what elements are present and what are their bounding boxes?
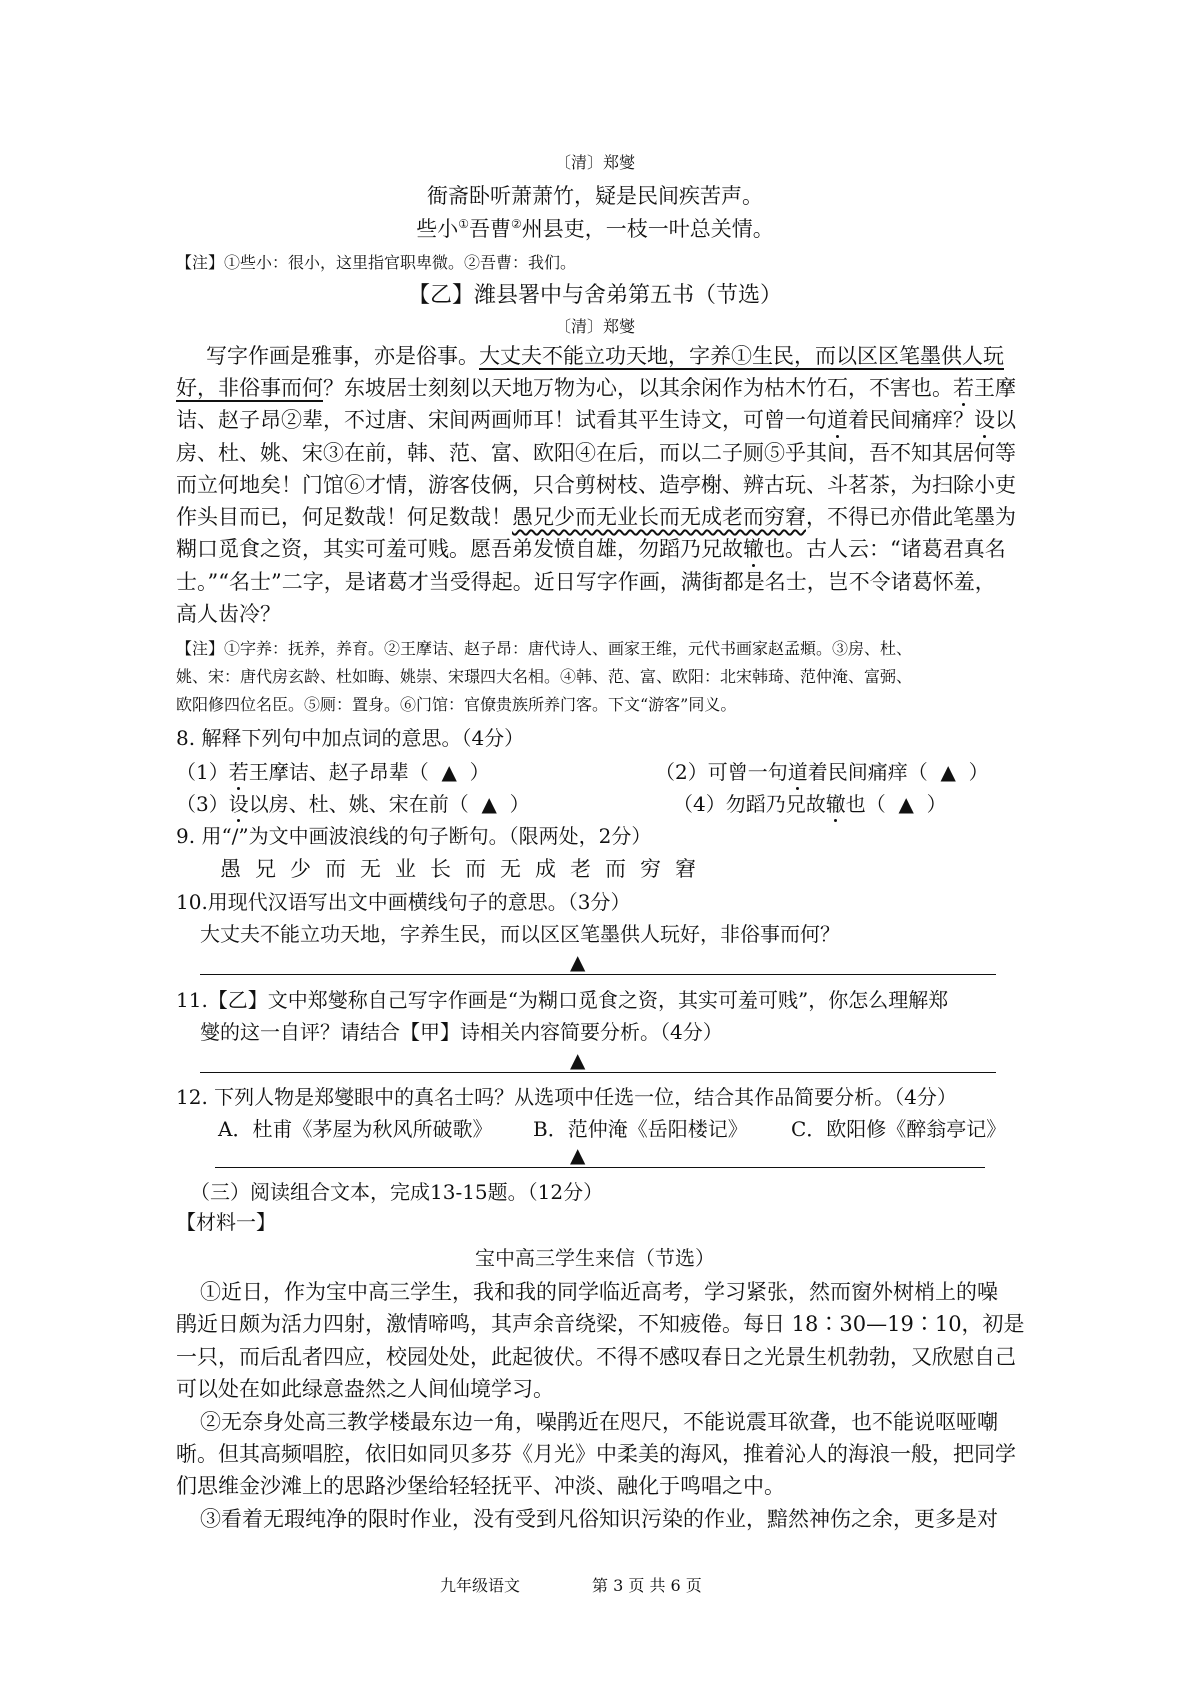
- q10-sentence: 大丈夫不能立功天地，字养生民，而以区区笔墨供人玩好，非俗事而何？: [200, 922, 840, 946]
- q12-option-c: C．欧阳修《醉翁亭记》: [791, 1117, 1007, 1141]
- question-11-line-1: 11.【乙】文中郑燮称自己写字作画是“为糊口觅食之资，其实可羞可贱”，你怎么理解郑: [176, 988, 949, 1012]
- answer-marker: ▲: [940, 760, 956, 784]
- answer-marker: ▲: [570, 950, 586, 974]
- material-1-label: 【材料一】: [176, 1210, 276, 1234]
- paragraph-1-line-2: 鹃近日颇为活力四射，激情啼鸣，其声余音绕梁，不知疲倦。每日 18∶30—19∶10，初是: [176, 1312, 1025, 1336]
- q8-item-4: （4）勿蹈乃兄故辙也（ ▲ ）: [673, 792, 947, 816]
- section-3-heading: （三）阅读组合文本，完成13-15题。（12分）: [190, 1180, 604, 1204]
- letter-note-3: 欧阳修四位名臣。⑤厕：置身。⑥门馆：官僚贵族所养门客。下文“游客”同义。: [176, 695, 737, 714]
- letter-line-7: 糊口觅食之资，其实可羞可贱。愿吾弟发愤自雄，勿蹈乃兄故辙也。古人云：“诸葛君真名: [176, 537, 1006, 561]
- letter-line-3: 诘、赵子昂②辈，不过唐、宋间两画师耳！试看其平生诗文，可曾一句道着民间痛痒？设以: [176, 408, 1016, 432]
- letter-line-9: 高人齿冷？: [176, 602, 281, 626]
- wavy-sentence: 愚兄少而无业长而无成老而穷窘: [512, 505, 806, 529]
- letter-note-2: 姚、宋：唐代房玄龄、杜如晦、姚崇、宋璟四大名相。④韩、范、富、欧阳：北宋韩琦、范仲淹、富弼、: [176, 667, 913, 686]
- question-11-line-2: 燮的这一自评？请结合【甲】诗相关内容简要分析。（4分）: [200, 1020, 723, 1044]
- letter-line-6: 作头目而已，何足数哉！何足数哉！愚兄少而无业长而无成老而穷窘，不得已亦借此笔墨为: [176, 505, 1016, 529]
- material-1-title: 宝中高三学生来信（节选）: [475, 1246, 715, 1270]
- paragraph-2-line-2: 哳。但其高频唱腔，依旧如同贝多芬《月光》中柔美的海风，推着沁人的海浪一般，把同学: [176, 1442, 1016, 1466]
- letter-title: 【乙】潍县署中与舍弟第五书（节选）: [407, 283, 782, 308]
- q8-item-1: （1）若王摩诘、赵子昂辈（ ▲ ）: [176, 760, 490, 784]
- question-10: 10.用现代汉语写出文中画横线句子的意思。（3分）: [176, 890, 631, 914]
- paragraph-1-line-1: ①近日，作为宝中高三学生，我和我的同学临近高考，学习紧张，然而窗外树梢上的噪: [200, 1280, 998, 1304]
- paragraph-1-line-3: 一只，而后乱者四应，校园处处，此起彼伏。不得不感叹春日之光景生机勃勃，又欣慰自己: [176, 1345, 1016, 1369]
- answer-marker: ▲: [570, 1048, 586, 1072]
- answer-line-q10: [200, 974, 996, 975]
- question-12: 12. 下列人物是郑燮眼中的真名士吗？从选项中任选一位，结合其作品简要分析。（4分）: [176, 1085, 957, 1109]
- answer-line-q12: [215, 1167, 985, 1168]
- poem-note: 【注】①些小：很小，这里指官职卑微。②吾曹：我们。: [176, 253, 577, 272]
- paragraph-2-line-1: ②无奈身处高三教学楼最东边一角，噪鹃近在咫尺，不能说震耳欲聋，也不能说呕哑嘲: [200, 1410, 998, 1434]
- letter-line-5: 而立何地矣！门馆⑥才情，游客伎俩，只合剪树枝、造亭榭、辨古玩、斗茗茶，为扫除小吏: [176, 473, 1016, 497]
- paragraph-2-line-3: 们思维金沙滩上的思路沙堡给轻轻抚平、冲淡、融化于鸣唱之中。: [176, 1474, 785, 1498]
- q12-option-b: B．范仲淹《岳阳楼记》: [533, 1117, 748, 1141]
- answer-marker: ▲: [570, 1143, 586, 1167]
- poem-line-1: 衙斋卧听萧萧竹，疑是民间疾苦声。: [427, 184, 763, 208]
- question-9: 9. 用“/”为文中画波浪线的句子断句。（限两处，2分）: [176, 824, 652, 848]
- poem-author: 〔清〕郑燮: [554, 153, 635, 172]
- answer-marker: ▲: [441, 760, 457, 784]
- answer-marker: ▲: [898, 792, 914, 816]
- letter-line-2: 好，非俗事而何？东坡居士刻刻以天地万物为心，以其余闲作为枯木竹石，不害也。若王摩: [176, 376, 1016, 400]
- underlined-sentence: 大丈夫不能立功天地，字养①生民，而以区区笔墨供人玩: [479, 344, 1004, 368]
- paragraph-3-line-1: ③看着无瑕纯净的限时作业，没有受到凡俗知识污染的作业，黯然神伤之余，更多是对: [200, 1507, 998, 1531]
- letter-line-4: 房、杜、姚、宋③在前，韩、范、富、欧阳④在后，而以二子厕⑤乎其间，吾不知其居何等: [176, 441, 1016, 465]
- letter-note-1: 【注】①字养：抚养，养育。②王摩诘、赵子昂：唐代诗人、画家王维，元代书画家赵孟頫。③房、杜、: [176, 639, 913, 658]
- letter-author: 〔清〕郑燮: [554, 317, 635, 336]
- paragraph-1-line-4: 可以处在如此绿意盎然之人间仙境学习。: [176, 1377, 554, 1401]
- q8-item-3: （3）设以房、杜、姚、宋在前（ ▲ ）: [176, 792, 530, 816]
- poem-line-2: 些小①吾曹②州县吏，一枝一叶总关情。: [416, 217, 774, 241]
- question-8: 8. 解释下列句中加点词的意思。（4分）: [176, 726, 525, 750]
- footer-subject: 九年级语文: [440, 1576, 521, 1595]
- q9-sentence: 愚兄少而无业长而无成老而穷窘: [220, 857, 710, 881]
- answer-marker: ▲: [481, 792, 497, 816]
- letter-line-8: 士。”“名士”二字，是诸葛才当受得起。近日写字作画，满街都是名士，岂不令诸葛怀羞，: [176, 570, 996, 594]
- q12-option-a: A．杜甫《茅屋为秋风所破歌》: [218, 1117, 493, 1141]
- letter-line-1: 写字作画是雅事，亦是俗事。大丈夫不能立功天地，字养①生民，而以区区笔墨供人玩: [206, 344, 1004, 368]
- q8-item-2: （2）可曾一句道着民间痛痒（ ▲ ）: [655, 760, 989, 784]
- footer-page-number: 第 3 页 共 6 页: [592, 1576, 702, 1595]
- answer-line-q11: [200, 1072, 996, 1073]
